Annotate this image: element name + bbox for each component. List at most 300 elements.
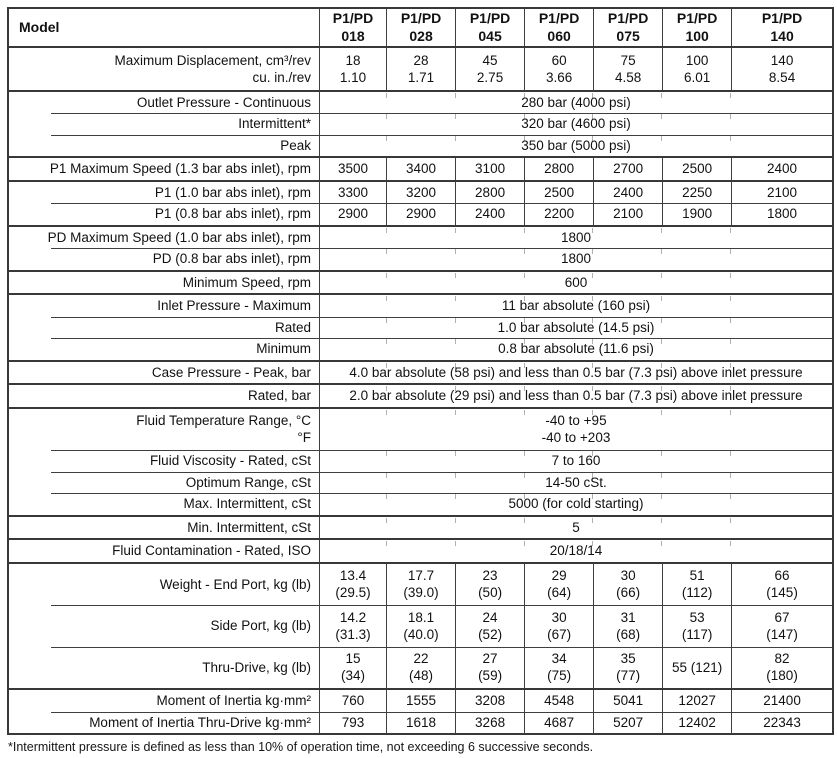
value-text: 30 [620,568,636,584]
row-label-cell [9,158,320,180]
value-cell [320,203,386,225]
value-text: (75) [547,668,572,684]
value-text: (147) [766,626,798,642]
value-cell [320,158,386,180]
value-text: 17.7 [407,568,435,584]
spec-group [9,270,832,294]
value-text: 4.58 [614,69,642,85]
value-text: 14.2 [339,609,367,625]
value-text: 1.10 [339,69,367,85]
spec-group [9,360,832,384]
row-values [320,450,832,472]
column-header-text: 140 [770,27,794,44]
value-cell [593,690,662,712]
value-cell [455,203,524,225]
row-label-text: Fluid Contamination - Rated, ISO [112,543,311,559]
value-cell [731,564,832,606]
row-values [320,92,832,114]
value-cell [455,712,524,734]
span-value-text: 0.8 bar absolute (11.6 psi) [498,341,654,357]
value-text: 53 [689,609,705,625]
value-text: 1618 [406,714,437,730]
value-text: 6.01 [683,69,711,85]
value-text: 4687 [544,714,575,730]
row-values [320,272,832,294]
spec-group [9,562,832,689]
value-cell [524,647,593,689]
value-cell [524,712,593,734]
spec-row [9,385,832,407]
row-label-text: Max. Intermittent, cSt [183,496,311,512]
span-value-cell [320,135,832,157]
value-text: 2400 [767,161,798,177]
row-label-cell [9,203,320,225]
spec-row [9,647,832,689]
value-cell [524,158,593,180]
spec-row [9,605,832,647]
value-cell [524,48,593,90]
spec-group [9,46,832,90]
value-cell [731,647,832,689]
row-label-text: Maximum Displacement, cm³/rev [114,52,311,68]
span-value-cell [320,295,832,317]
value-text: 2700 [613,161,644,177]
span-value-text: 5000 (for cold starting) [508,496,644,512]
value-cell [386,605,455,647]
span-value-cell [320,385,832,407]
spec-row [9,493,832,515]
spec-group [9,383,832,407]
column-header-text: 075 [616,27,640,44]
model-header-cell [9,9,320,46]
column-header-text: 028 [409,27,433,44]
spec-row [9,182,832,204]
span-value-cell [320,248,832,270]
spec-row [9,362,832,384]
value-text: 35 [620,651,636,667]
value-text: 5207 [613,714,644,730]
row-values [320,362,832,384]
span-value-text: 320 bar (4600 psi) [521,116,631,132]
value-cell [593,182,662,204]
column-header-text: P1/PD [332,10,374,26]
column-header-text: P1/PD [607,10,649,26]
spec-row [9,317,832,339]
value-text: 27 [482,651,498,667]
value-cell [593,605,662,647]
row-label-cell [9,564,320,606]
value-text: 3268 [475,714,506,730]
span-value-cell [320,338,832,360]
span-value-text: 5 [572,519,580,535]
value-text: (66) [616,585,641,601]
span-value-text: -40 to +95 [545,413,607,429]
value-cell [524,690,593,712]
spec-group [9,156,832,180]
row-label-cell [9,248,320,270]
row-label-cell [9,647,320,689]
value-text: 24 [482,609,498,625]
value-text: 2900 [406,206,437,222]
value-text: (117) [681,626,713,642]
value-text: 18.1 [407,609,435,625]
value-text: 1900 [682,206,713,222]
spec-row [9,564,832,606]
row-label-cell [9,472,320,494]
value-cell [662,647,731,689]
column-header-text: 018 [341,27,365,44]
value-text: (59) [478,668,503,684]
column-header-cell [593,9,662,46]
row-label-cell [9,295,320,317]
value-text: 8.54 [768,69,796,85]
table-header-row [9,9,832,46]
column-header-cell [524,9,593,46]
column-header-text: P1/PD [761,10,803,26]
span-value-cell [320,493,832,515]
value-text: (67) [547,626,572,642]
row-label-text: P1 (1.0 bar abs inlet), rpm [154,184,311,200]
value-cell [593,203,662,225]
row-values [320,647,832,689]
spec-group [9,180,832,225]
row-label-text: Min. Intermittent, cSt [187,519,311,535]
row-values [320,690,832,712]
value-cell [320,690,386,712]
value-cell [386,690,455,712]
value-text: (112) [681,585,713,601]
spec-row [9,272,832,294]
span-value-text: 2.0 bar absolute (29 psi) and less than 0.5 bar (7.3 psi) above inlet pressure [349,388,803,404]
model-column-headers [320,9,832,46]
value-text: 2500 [682,161,713,177]
spec-row [9,92,832,114]
value-text: 12027 [678,693,716,709]
value-text: 2250 [682,184,713,200]
span-value-text: 1800 [560,229,592,245]
value-text: 2500 [544,184,575,200]
row-values [320,135,832,157]
value-text: 3300 [338,184,369,200]
value-cell [386,647,455,689]
value-text: 2900 [338,206,369,222]
value-text: 55 (121) [671,659,723,675]
spec-row [9,338,832,360]
span-value-text: 7 to 160 [551,453,601,469]
value-cell [731,605,832,647]
column-header-text: 045 [478,27,502,44]
spec-group [9,515,832,539]
column-header-cell [662,9,731,46]
value-text: 21400 [763,693,801,709]
span-value-text: 14-50 cSt. [545,474,607,490]
column-header-text: P1/PD [469,10,511,26]
row-label-cell [9,517,320,539]
value-text: 3200 [406,184,437,200]
value-cell [662,182,731,204]
value-cell [731,48,832,90]
row-values [320,493,832,515]
row-label-cell [9,227,320,249]
row-label-text: Moment of Inertia kg·mm² [156,693,311,709]
row-label-text: Minimum [256,341,311,357]
row-label-cell [9,690,320,712]
row-values [320,409,832,451]
span-value-text: 280 bar (4000 psi) [521,94,631,110]
row-label-cell [9,712,320,734]
spec-row [9,248,832,270]
spec-row [9,48,832,90]
value-cell [524,605,593,647]
value-cell [662,203,731,225]
value-cell [524,182,593,204]
value-cell [593,647,662,689]
row-values [320,203,832,225]
span-value-cell [320,540,832,562]
row-label-cell [9,493,320,515]
value-cell [320,712,386,734]
value-text: 66 [774,568,790,584]
value-text: (145) [766,585,798,601]
row-label-cell [9,182,320,204]
row-label-cell [9,605,320,647]
spec-group [9,407,832,515]
spec-row [9,203,832,225]
value-cell [662,48,731,90]
value-cell [320,564,386,606]
spec-row [9,113,832,135]
span-value-text: 600 [564,274,588,290]
value-text: (77) [616,668,641,684]
row-label-text: Moment of Inertia Thru-Drive kg·mm² [89,714,311,730]
value-cell [662,605,731,647]
value-cell [455,647,524,689]
value-text: 31 [620,609,636,625]
row-values [320,295,832,317]
value-text: 3100 [475,161,506,177]
row-values [320,182,832,204]
row-label-cell [9,92,320,114]
span-value-text: 11 bar absolute (160 psi) [501,298,651,314]
value-text: 793 [341,714,365,730]
spec-row [9,158,832,180]
value-cell [386,182,455,204]
value-text: 100 [685,52,709,68]
span-value-cell [320,92,832,114]
value-cell [662,564,731,606]
intermittent-footnote: *Intermittent pressure is defined as less than 10% of operation time, not exceeding 6 successive seconds. [8,740,594,754]
value-cell [386,564,455,606]
row-label-cell [9,135,320,157]
value-text: 2800 [475,184,506,200]
value-cell [455,48,524,90]
value-cell [731,182,832,204]
spec-row [9,472,832,494]
value-text: 30 [551,609,567,625]
value-text: 3208 [475,693,506,709]
column-header-cell [320,9,386,46]
row-label-cell [9,338,320,360]
column-header-cell [386,9,455,46]
row-values [320,564,832,606]
spec-row [9,517,832,539]
value-cell [320,605,386,647]
row-values [320,385,832,407]
value-cell [731,690,832,712]
value-cell [524,564,593,606]
row-values [320,113,832,135]
value-text: 3500 [338,161,369,177]
span-value-cell [320,517,832,539]
value-text: 2400 [475,206,506,222]
value-text: 22343 [763,714,801,730]
row-label-text: Side Port, kg (lb) [210,618,311,634]
value-text: 2100 [613,206,644,222]
spec-row [9,712,832,734]
row-label-text: Rated, bar [247,388,311,404]
row-label-text: Optimum Range, cSt [185,474,311,490]
value-text: 67 [774,609,790,625]
row-label-text: °F [297,430,311,446]
value-text: (39.0) [403,585,439,601]
spec-row [9,135,832,157]
span-value-cell [320,450,832,472]
value-text: 1800 [767,206,798,222]
value-cell [731,203,832,225]
span-value-cell [320,227,832,249]
row-label-text: Weight - End Port, kg (lb) [159,576,311,592]
value-cell [386,48,455,90]
value-cell [731,158,832,180]
value-cell [386,712,455,734]
span-value-cell [320,317,832,339]
row-values [320,712,832,734]
value-text: 29 [551,568,567,584]
row-values [320,338,832,360]
value-text: 15 [345,651,361,667]
value-cell [386,203,455,225]
value-cell [593,48,662,90]
value-text: (29.5) [335,585,371,601]
span-value-cell [320,409,832,451]
value-text: 3.66 [545,69,573,85]
value-text: 45 [482,52,498,68]
row-values [320,472,832,494]
row-values [320,227,832,249]
row-label-text: Inlet Pressure - Maximum [157,298,311,314]
value-text: (40.0) [403,626,439,642]
row-label-text: P1 (0.8 bar abs inlet), rpm [154,206,311,222]
span-value-cell [320,362,832,384]
row-label-text: Case Pressure - Peak, bar [151,364,311,380]
spec-row [9,409,832,451]
row-label-text: Thru-Drive, kg (lb) [202,659,311,675]
value-text: (64) [547,585,572,601]
value-cell [320,182,386,204]
value-cell [455,690,524,712]
row-values [320,158,832,180]
row-label-text: Outlet Pressure - Continuous [136,94,311,110]
value-text: 5041 [613,693,644,709]
value-text: 2400 [613,184,644,200]
value-text: 34 [551,651,567,667]
value-cell [593,712,662,734]
row-label-cell [9,317,320,339]
span-value-cell [320,472,832,494]
value-cell [320,48,386,90]
row-label-text: PD (0.8 bar abs inlet), rpm [152,251,311,267]
value-text: 75 [620,52,636,68]
value-cell [662,712,731,734]
value-text: 2200 [544,206,575,222]
column-header-text: P1/PD [400,10,442,26]
value-text: (52) [478,626,503,642]
row-label-cell [9,450,320,472]
value-cell [662,158,731,180]
model-header-label: Model [19,19,60,35]
spec-row [9,295,832,317]
row-label-cell [9,113,320,135]
span-value-cell [320,113,832,135]
value-cell [455,605,524,647]
row-label-cell [9,385,320,407]
table-body [9,46,832,733]
value-cell [455,564,524,606]
column-header-text: 100 [685,27,709,44]
value-cell [593,158,662,180]
span-value-text: 1800 [560,251,592,267]
spec-row [9,540,832,562]
span-value-text: 4.0 bar absolute (58 psi) and less than 0.5 bar (7.3 psi) above inlet pressure [349,364,803,380]
row-label-text: Rated [274,319,311,335]
row-values [320,540,832,562]
value-cell [593,564,662,606]
value-cell [386,158,455,180]
value-cell [455,182,524,204]
value-cell [524,203,593,225]
value-text: 12402 [678,714,716,730]
value-text: 3400 [406,161,437,177]
row-label-text: Fluid Viscosity - Rated, cSt [149,453,311,469]
pump-specifications-table [7,7,834,735]
value-text: 13.4 [339,568,367,584]
span-value-text: -40 to +203 [541,430,611,446]
row-values [320,48,832,90]
value-text: (34) [341,668,366,684]
value-text: 2.75 [476,69,504,85]
spec-group [9,293,832,360]
spec-group [9,538,832,562]
value-text: 2800 [544,161,575,177]
value-text: 23 [482,568,498,584]
column-header-cell [455,9,524,46]
column-header-text: 060 [547,27,571,44]
value-text: 51 [689,568,705,584]
row-label-cell [9,540,320,562]
row-label-text: cu. in./rev [252,69,311,85]
row-label-text: Minimum Speed, rpm [182,274,311,290]
column-header-text: P1/PD [538,10,580,26]
spec-group [9,688,832,733]
value-text: 1.71 [407,69,435,85]
value-text: 760 [341,693,365,709]
row-values [320,248,832,270]
spec-row [9,690,832,712]
value-text: 22 [413,651,429,667]
value-text: 2100 [767,184,798,200]
column-header-cell [731,9,832,46]
row-label-text: Peak [280,137,311,153]
